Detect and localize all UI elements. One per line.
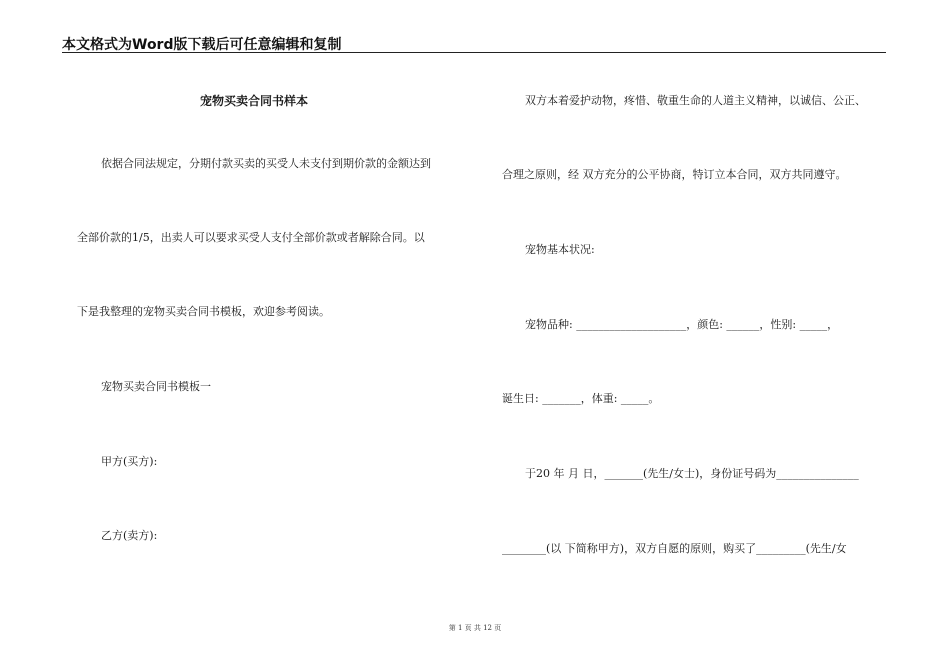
right-line-2: 合理之原则，经 双方充分的公平协商，特订立本合同，双方共同遵守。 [502, 168, 847, 181]
party-a-label: 甲方(买方): [101, 455, 158, 468]
pet-breed-line: 宠物品种: ____________________，颜色: ______，性别: _____， [525, 318, 839, 331]
document-header: 本文格式为Word版下载后可任意编辑和复制 [62, 37, 342, 53]
header-divider [62, 52, 886, 53]
page-number: 第 1 页 共 12 页 [448, 624, 502, 632]
intro-line-1: 依据合同法规定，分期付款买卖的买受人未支付到期价款的金额达到 [101, 157, 431, 170]
party-b-label: 乙方(卖方): [101, 529, 158, 542]
pet-status-heading: 宠物基本状况: [525, 243, 595, 256]
intro-line-3: 下是我整理的宠物买卖合同书模板，欢迎参考阅读。 [77, 305, 330, 318]
template-heading: 宠物买卖合同书模板一 [101, 380, 211, 393]
intro-line-2: 全部价款的1/5，出卖人可以要求买受人支付全部价款或者解除合同。以 [77, 231, 425, 244]
date-party-line: 于20 年 月 日，_______(先生/女士)，身份证号码为_______________ [525, 467, 859, 480]
contract-title: 宠物买卖合同书样本 [200, 94, 309, 108]
pet-birth-weight-line: 诞生日: _______，体重: _____。 [502, 392, 660, 405]
right-line-1: 双方本着爱护动物，疼惜、敬重生命的人道主义精神，以诚信、公正、 [525, 94, 866, 107]
purchase-line: ________(以 下简称甲方)，双方自愿的原则，购买了_________(先生/女 [502, 542, 847, 555]
